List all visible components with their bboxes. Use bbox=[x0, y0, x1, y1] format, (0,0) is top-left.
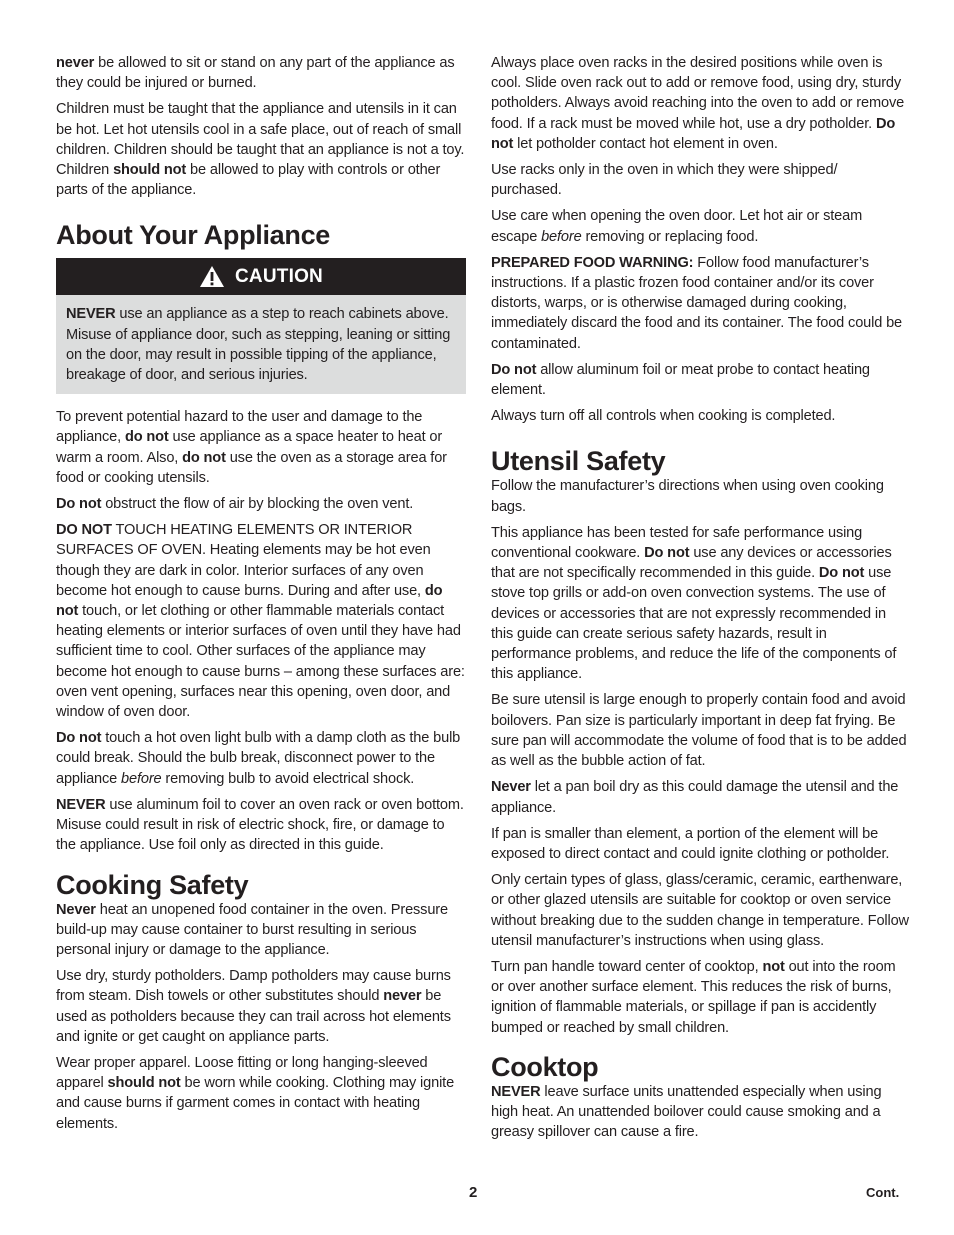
paragraph-unopened-container: Never heat an unopened food container in the oven. Pressure build-up may cause container to burst resulting in serious personal injury or damage to the appliance. bbox=[56, 901, 448, 958]
paragraph-prepared-food-warning: PREPARED FOOD WARNING: Follow food manufacturer’s instructions. If a plastic frozen food container and/or its cover distorts, warps, or is otherwise damaged during cooking, immediately discard the food and its container. The food could be contaminated. bbox=[491, 254, 903, 352]
paragraph-apparel: Wear proper apparel. Loose fitting or long hanging-sleeved apparel should not be worn while cooking. Clothing may ignite and cause burns if garment comes in contact with heating elements. bbox=[56, 1054, 455, 1132]
paragraph-racks-shipped: Use racks only in the oven in which they were shipped/ purchased. bbox=[491, 162, 838, 199]
paragraph-aluminum-foil: NEVER use aluminum foil to cover an oven rack or oven bottom. Misuse could result in risk of electric shock, fire, or damage to the appliance. Use foil only as directed in this guide. bbox=[56, 796, 464, 854]
paragraph-heating-elements: DO NOT TOUCH HEATING ELEMENTS OR INTERIOR SURFACES OF OVEN. Heating elements may be hot even though they are dark in color. Interior surfaces of any oven become hot enough to cause burns. During and after use, do not touch, or let clothing or other flammable materials contact heating elements or interior surfaces of oven until they have had sufficient time to cool. Other surfaces of the appliance may become hot enough to cause burns – among these surfaces are: oven vent opening, surfaces near this opening, oven door, and window of oven door. bbox=[56, 522, 465, 721]
paragraph-glass-utensils: Only certain types of glass, glass/ceramic, ceramic, earthenware, or other glazed utensils are suitable for cooktop or oven service without breaking due to the sudden change in temperature. Follow utensil manufacturer’s instructions when using glass. bbox=[491, 872, 909, 949]
paragraph-children: Children must be taught that the appliance and utensils in it can be hot. Let hot utensils cool in a safe place, out of reach of small children. Children should be taught that an appliance is not a toy. Children should not be allowed to play with controls or other parts of the appliance. bbox=[56, 101, 465, 199]
paragraph-meat-probe: Do not allow aluminum foil or meat probe to contact heating element. bbox=[491, 361, 870, 399]
paragraph-pan-handle: Turn pan handle toward center of cooktop, not out into the room or over another surface element. This reduces the risk of burns, ignition of flammable materials, or spillage if pan is accidently bumped or reached by small children. bbox=[491, 958, 896, 1036]
paragraph-turn-off-controls: Always turn off all controls when cooking is completed. bbox=[491, 408, 836, 425]
paragraph-intro: never be allowed to sit or stand on any part of the appliance as they could be injured or burned. bbox=[56, 55, 455, 92]
continued-label: Cont. bbox=[866, 1185, 900, 1200]
paragraph-cookware-tested: This appliance has been tested for safe performance using conventional cookware. Do not use any devices or accessories that are not specifically recommended in this guide. Do not use stove top grills or add-on oven convection systems. The use of devices or accessories that are not expressly recommended in this guide can create serious safety hazards, result in performance problems, and reduce the life of the components of this appliance. bbox=[491, 524, 897, 683]
paragraph-oven-vent: Do not obstruct the flow of air by blocking the oven vent. bbox=[56, 496, 414, 513]
right-column bbox=[491, 53, 909, 1148]
paragraph-utensil-size: Be sure utensil is large enough to properly contain food and avoid boilovers. Pan size is particularly important in deep fat frying. Be sure pan will accommodate the volume of food that is to be added as well as the bubble action of fat. bbox=[491, 692, 907, 770]
paragraph-oven-door: Use care when opening the oven door. Let hot air or steam escape before removing or replacing food. bbox=[491, 208, 863, 245]
paragraph-small-pan: If pan is smaller than element, a portion of the element will be exposed to direct contact and could ignite clothing or potholder. bbox=[491, 825, 890, 862]
heading-utensil-safety: Utensil Safety bbox=[491, 446, 666, 477]
warning-triangle-icon bbox=[199, 265, 225, 288]
paragraph-surface-units: NEVER leave surface units unattended especially when using high heat. An unattended boilover could cause smoking and a greasy spillover can cause a fire. bbox=[491, 1083, 882, 1141]
heading-cooktop: Cooktop bbox=[491, 1051, 599, 1082]
heading-cooking-safety: Cooking Safety bbox=[56, 869, 249, 900]
paragraph-boil-dry: Never let a pan boil dry as this could damage the utensil and the appliance. bbox=[491, 779, 899, 816]
left-column bbox=[56, 53, 466, 1140]
caution-box bbox=[56, 258, 466, 394]
paragraph-light-bulb: Do not touch a hot oven light bulb with a damp cloth as the bulb could break. Should the bulb break, disconnect power to the appliance before removing bulb to avoid electrical shock. bbox=[56, 730, 461, 787]
paragraph-cooking-bags: Follow the manufacturer’s directions when using oven cooking bags. bbox=[491, 478, 884, 515]
paragraph-potholders: Use dry, sturdy potholders. Damp potholders may cause burns from steam. Dish towels or other substitutes should never be used as potholders because they can trail across hot elements and ignite or get caught on appliance parts. bbox=[56, 968, 451, 1045]
caution-label: CAUTION bbox=[235, 265, 323, 287]
caution-text: NEVER use an appliance as a step to reach cabinets above. Misuse of appliance door, such as stepping, leaning or sitting on the door, may result in possible tipping of the appliance, breakage of door, and serious injuries. bbox=[56, 295, 466, 394]
heading-about-your-appliance: About Your Appliance bbox=[56, 220, 331, 251]
paragraph-oven-racks: Always place oven racks in the desired positions while oven is cool. Slide oven rack out to add or remove food, using dry, sturdy potholders. Always avoid reaching into the oven to add or remove food. If a rack must be moved while hot, use a dry potholder. Do not let potholder contact hot element in oven. bbox=[491, 55, 905, 152]
page-number: 2 bbox=[469, 1184, 478, 1201]
paragraph-space-heater: To prevent potential hazard to the user and damage to the appliance, do not use appliance as a space heater to heat or warm a room. Also, do not use the oven as a storage area for food or cooking utensils. bbox=[56, 409, 447, 486]
caution-header bbox=[56, 258, 466, 295]
